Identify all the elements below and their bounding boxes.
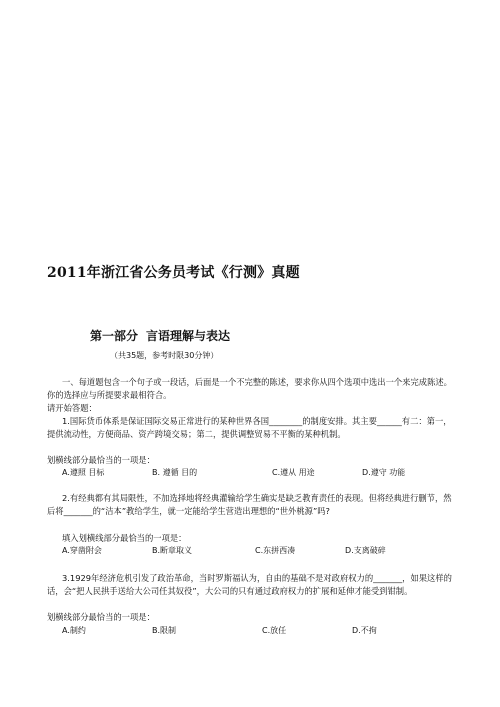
question-3-stem: 3.1929年经济危机引发了政治革命，当时罗斯福认为，自由的基础不是对政府权力的_______，如果这样的话，会“把人民拱手送给大公司任其奴役”，大公司的只有通过政府权力的扩展和延伸才能受到钳制。 [47,573,452,596]
instructions-text: 一、每道题包含一个句子或一段话，后面是一个不完整的陈述，要求你从四个选项中选出一个来完成陈述。你的选择应与所提要求最相符合。 [47,377,452,400]
question-2-stem: 2.有经典都有其局限性，不加选择地将经典灌输给学生确实是缺乏教育责任的表现。但将经典进行删节，然后将_______的“洁本”教给学生，就一定能给学生营造出理想的“世外桃源”吗? [47,493,452,516]
question-3-prompt: 划横线部分最恰当的一项是： [47,612,155,622]
question-1-option-d: D.遵守 功能 [362,468,406,477]
question-1-option-a: A.遵照 目标 [62,468,105,477]
question-1-stem: 1.国际货币体系是保证国际交易正常进行的某种世界各国________的制度安排。其主要______有二：第一，提供流动性，方便商品、资产跨境交易；第二，提供调整贸易不平衡的某种机制。 [47,416,452,439]
document-title: 2011年浙江省公务员考试《行测》真题 [47,265,300,281]
question-1-option-b: B. 遵循 目的 [152,468,198,477]
question-2-option-a: A.穿凿附会 [62,546,102,555]
question-2-option-d: D.支离破碎 [345,546,386,555]
question-3-option-a: A.制约 [62,626,86,635]
question-2-option-c: C.东拼西凑 [255,546,296,555]
start-prompt: 请开始答题： [47,403,97,413]
section-heading [90,327,230,344]
question-3-option-c: C.放任 [262,626,287,635]
part-label: 第一部分 [90,329,139,343]
question-1-prompt: 划横线部分最恰当的一项是： [47,455,155,465]
question-1-option-c: C.遵从 用途 [272,468,315,477]
question-2-prompt: 填入划横线部分最恰当的一项是： [62,533,187,543]
question-3-option-d: D.不拘 [352,626,377,635]
time-limit-note: （共35题，参考时限30分钟） [110,351,219,360]
question-2-option-b: B.断章取义 [152,546,193,555]
part-subject: 言语理解与表达 [146,329,231,343]
question-3-option-b: B.限制 [152,626,177,635]
